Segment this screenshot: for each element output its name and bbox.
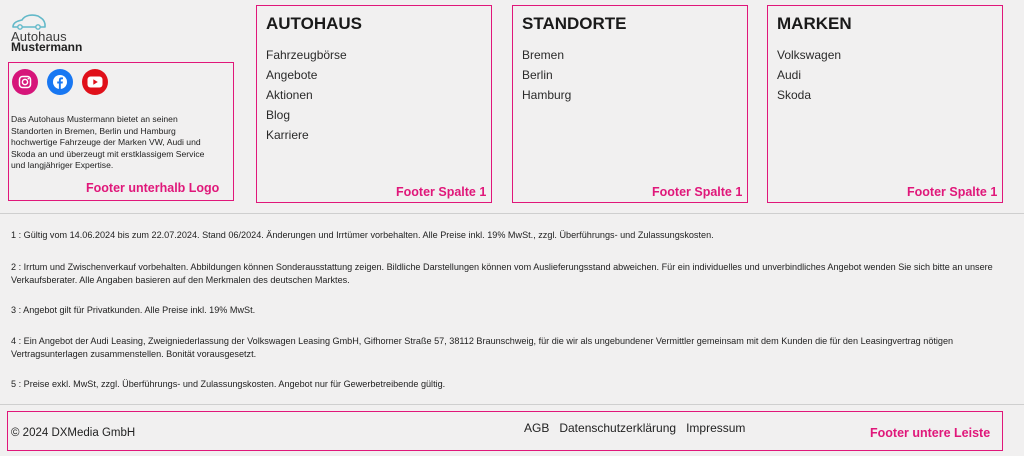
footer-column-label: Footer Spalte 1 <box>396 185 487 199</box>
link-fahrzeugboerse[interactable]: Fahrzeugbörse <box>266 48 347 62</box>
footer-bottom-bar-region <box>7 411 1003 451</box>
link-karriere[interactable]: Karriere <box>266 128 309 142</box>
column-title-autohaus: AUTOHAUS <box>266 14 363 33</box>
link-berlin[interactable]: Berlin <box>522 68 553 82</box>
link-blog[interactable]: Blog <box>266 108 291 122</box>
logo-line-1: Autohaus <box>11 29 67 44</box>
youtube-icon[interactable] <box>82 69 108 95</box>
footnote-3: 3 : Angebot gilt für Privatkunden. Alle Preise inkl. 19% MwSt. <box>11 305 256 315</box>
link-datenschutz[interactable]: Datenschutzerklärung <box>559 421 677 435</box>
footer-bottom-bar-label: Footer untere Leiste <box>870 426 991 440</box>
footnote-5: 5 : Preise exkl. MwSt, zzgl. Überführungs- und Zulassungskosten. Angebot nur für Gewerbetreibende gültig. <box>11 379 446 389</box>
logo-line-2: Mustermann <box>11 40 83 54</box>
column-title-standorte: STANDORTE <box>522 14 627 33</box>
column-list-marken <box>777 45 841 105</box>
link-aktionen[interactable]: Aktionen <box>266 88 313 102</box>
footnote-1: 1 : Gültig vom 14.06.2024 bis zum 22.07.2024. Stand 06/2024. Änderungen und Irrtümer vorbehalten. Alle Preise inkl. 19% MwSt., zzgl. Überführungs- und Zulassungskosten. <box>11 230 714 240</box>
facebook-icon[interactable] <box>47 69 73 95</box>
car-outline-icon <box>10 12 48 30</box>
instagram-icon[interactable] <box>12 69 38 95</box>
copyright-text: © 2024 DXMedia GmbH <box>11 427 136 439</box>
footer-column-label: Footer Spalte 1 <box>652 185 743 199</box>
about-text: Das Autohaus Mustermann bietet an seinen Standorten in Bremen, Berlin und Hamburg hochwertige Fahrzeuge der Marken VW, Audi und Skoda an und überzeugt mit erstklassigem Service und langjähriger Expertise. <box>11 114 205 171</box>
link-hamburg[interactable]: Hamburg <box>522 88 572 102</box>
footnote-2: 2 : Irrtum und Zwischenverkauf vorbehalten. Abbildungen können Sonderausstattung zeigen. Bildliche Darstellungen können vom Auslieferungsstand abweichen. Für ein individuelles und unverbindliches Angebot wenden Sie sich bitte an unsere Verkaufsberater. Alle Angaben basieren auf den Merkmalen des deutschen Marktes. <box>11 262 993 285</box>
section-divider <box>0 213 1024 214</box>
link-audi[interactable]: Audi <box>777 68 802 82</box>
link-bremen[interactable]: Bremen <box>522 48 565 62</box>
legal-links <box>524 421 745 435</box>
link-volkswagen[interactable]: Volkswagen <box>777 48 842 62</box>
column-list-standorte <box>522 45 571 105</box>
brand-logo[interactable] <box>10 12 100 54</box>
link-skoda[interactable]: Skoda <box>777 88 812 102</box>
section-divider <box>0 404 1024 405</box>
link-angebote[interactable]: Angebote <box>266 68 318 82</box>
footer-under-logo-label: Footer unterhalb Logo <box>86 181 220 195</box>
column-list-autohaus <box>266 45 347 145</box>
footer-column-label: Footer Spalte 1 <box>907 185 998 199</box>
link-impressum[interactable]: Impressum <box>686 421 746 435</box>
column-title-marken: MARKEN <box>777 14 852 33</box>
link-agb[interactable]: AGB <box>524 421 550 435</box>
footnote-4: 4 : Ein Angebot der Audi Leasing, Zweigniederlassung der Volkswagen Leasing GmbH, Gifhorner Straße 57, 38112 Braunschweig, für die wir als ungebundener Vermittler gemeinsam mit dem Kunden die für den Leasingvertrag nötigen Vertragsunterlagen zusammenstellen. Bonität vorausgesetzt. <box>11 336 954 359</box>
